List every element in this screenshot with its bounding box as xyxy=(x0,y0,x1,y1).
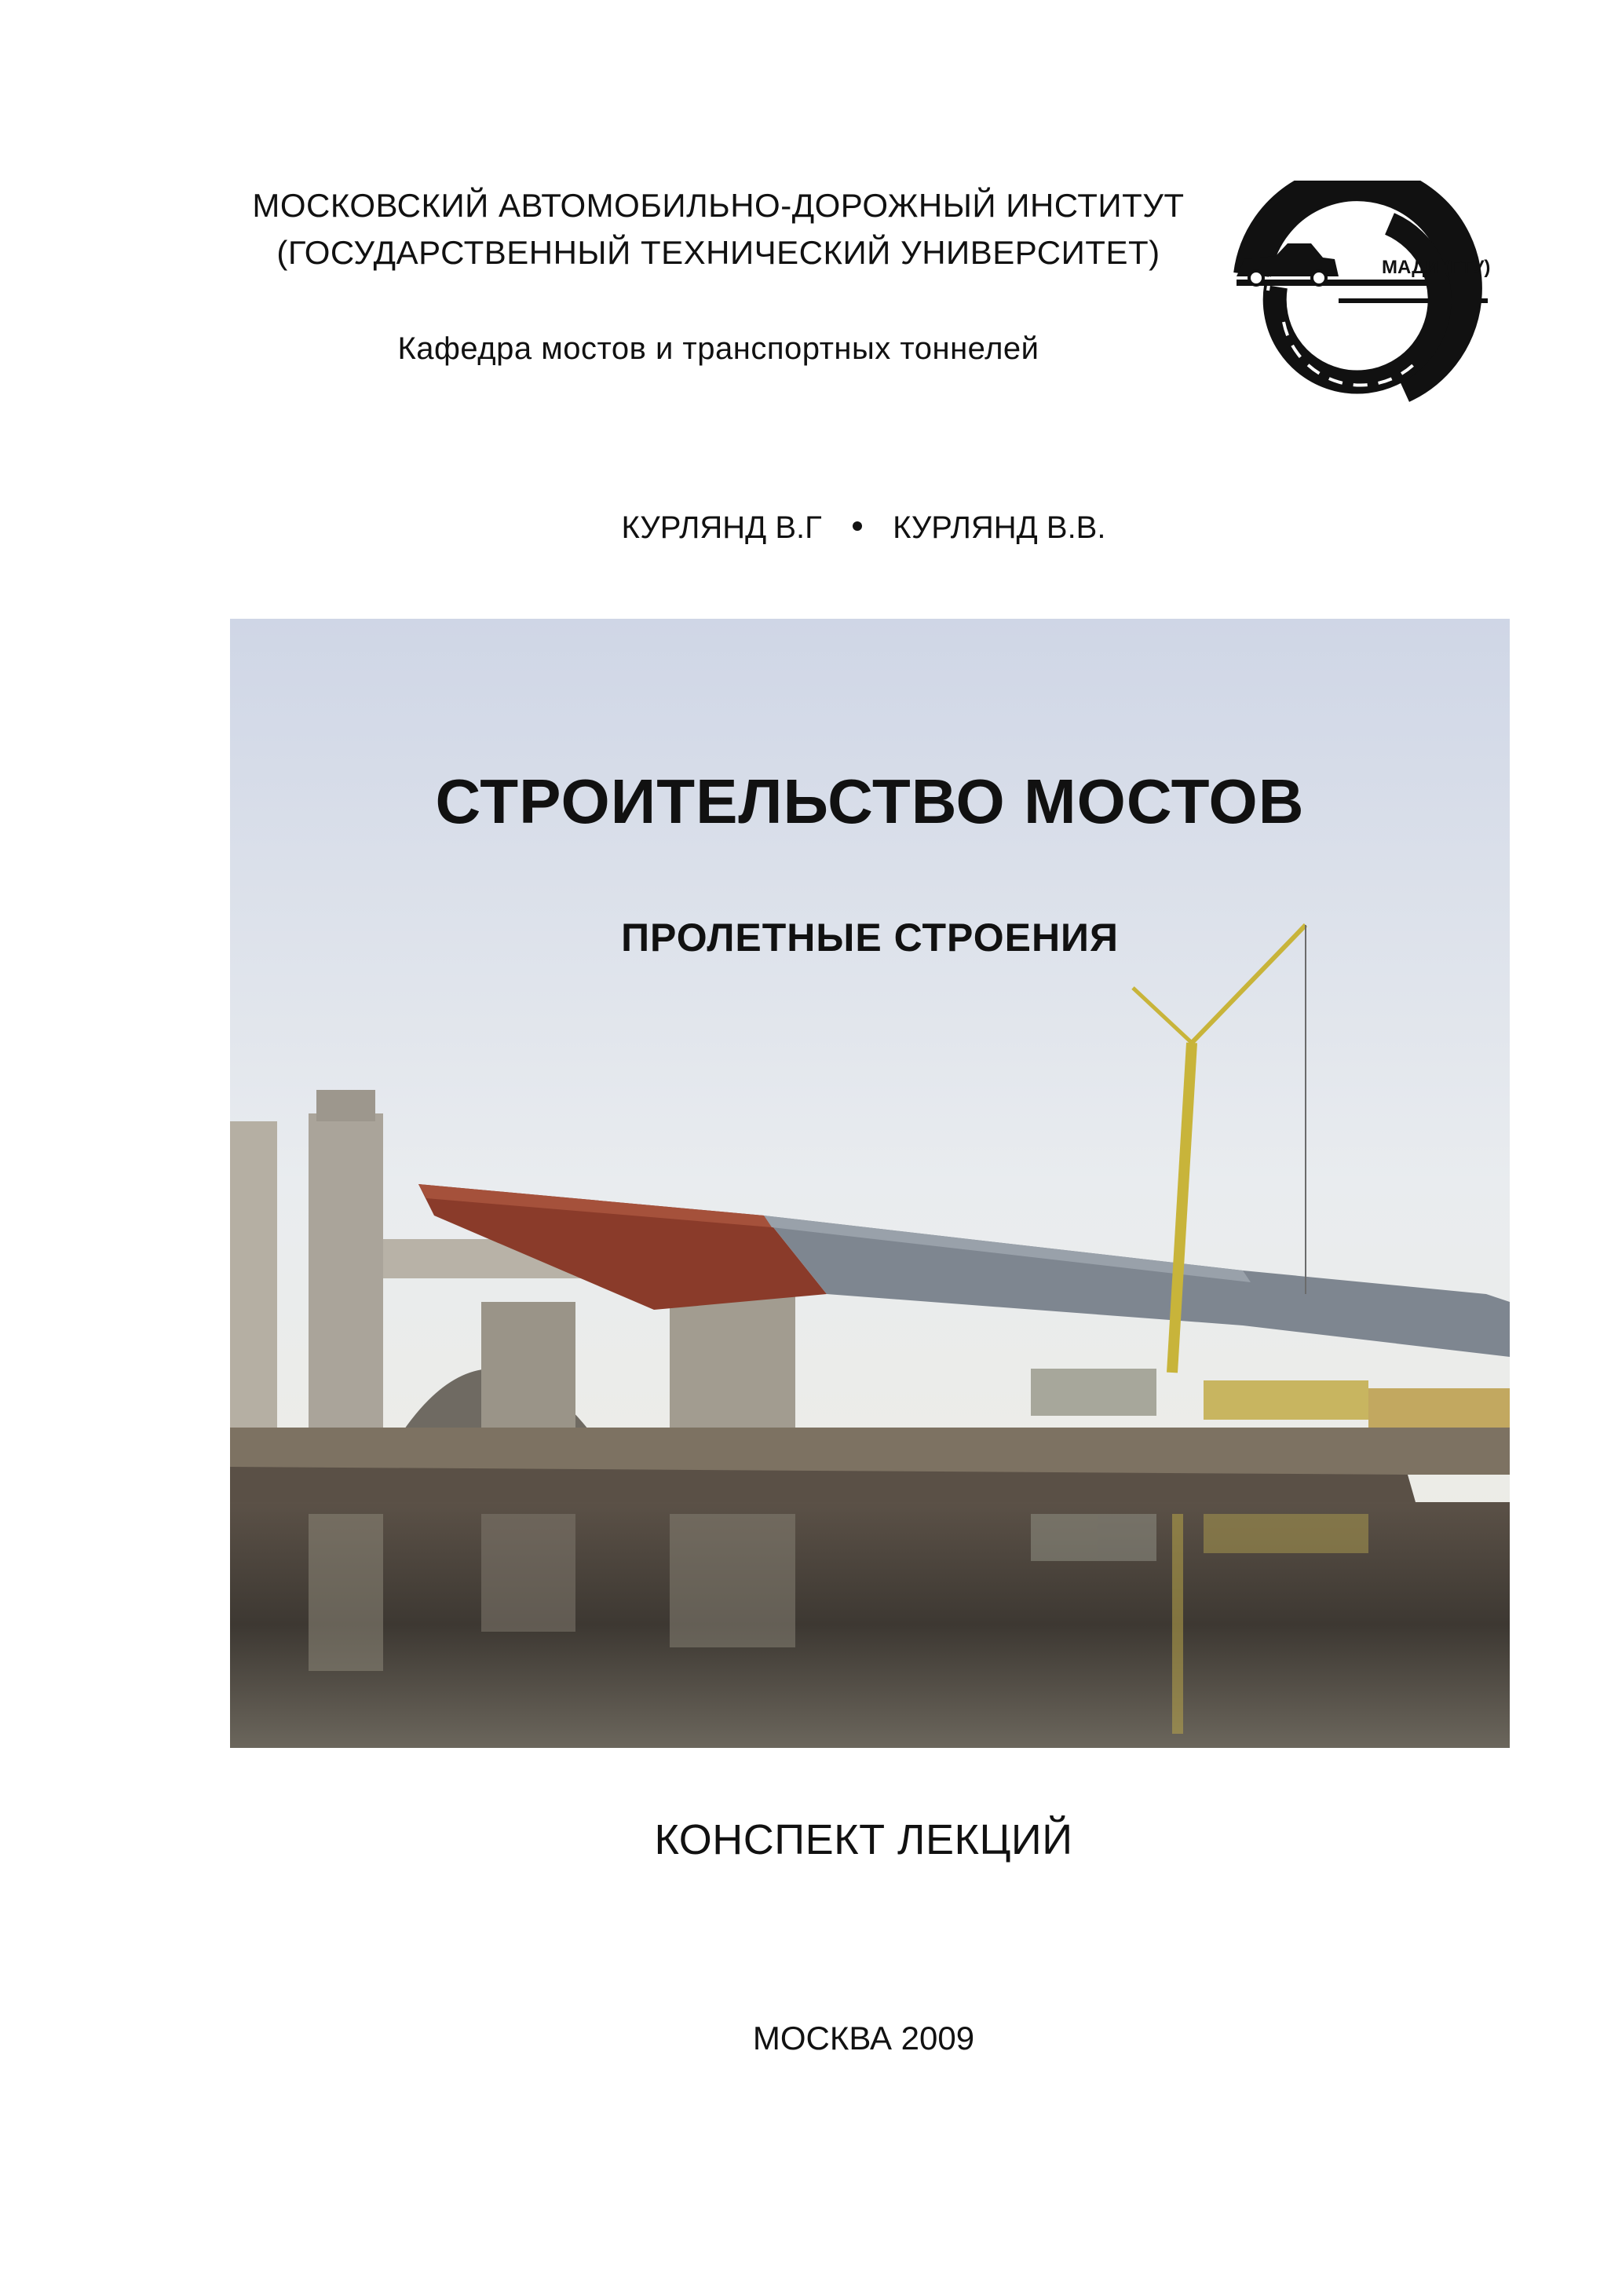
institute-name-line1: МОСКОВСКИЙ АВТОМОБИЛЬНО-ДОРОЖНЫЙ ИНСТИТУТ xyxy=(252,187,1185,224)
book-subtitle: ПРОЛЕТНЫЕ СТРОЕНИЯ xyxy=(621,916,1119,960)
department-name: Кафедра мостов и транспортных тоннелей xyxy=(397,331,1039,366)
bullet-separator xyxy=(853,521,862,531)
book-title: СТРОИТЕЛЬСТВО МОСТОВ xyxy=(435,766,1305,836)
authors xyxy=(550,510,1178,546)
institute-name-line2: (ГОСУДАРСТВЕННЫЙ ТЕХНИЧЕСКИЙ УНИВЕРСИТЕТ) xyxy=(276,234,1160,271)
madi-logo xyxy=(1221,181,1496,408)
author-second: КУРЛЯНД В.В. xyxy=(893,510,1106,545)
author-first: КУРЛЯНД В.Г xyxy=(621,510,822,545)
logo-text: МАДИ (ГТУ) xyxy=(1382,257,1491,278)
document-kind: КОНСПЕКТ ЛЕКЦИЙ xyxy=(654,1816,1073,1863)
city-year: МОСКВА 2009 xyxy=(752,2020,975,2057)
